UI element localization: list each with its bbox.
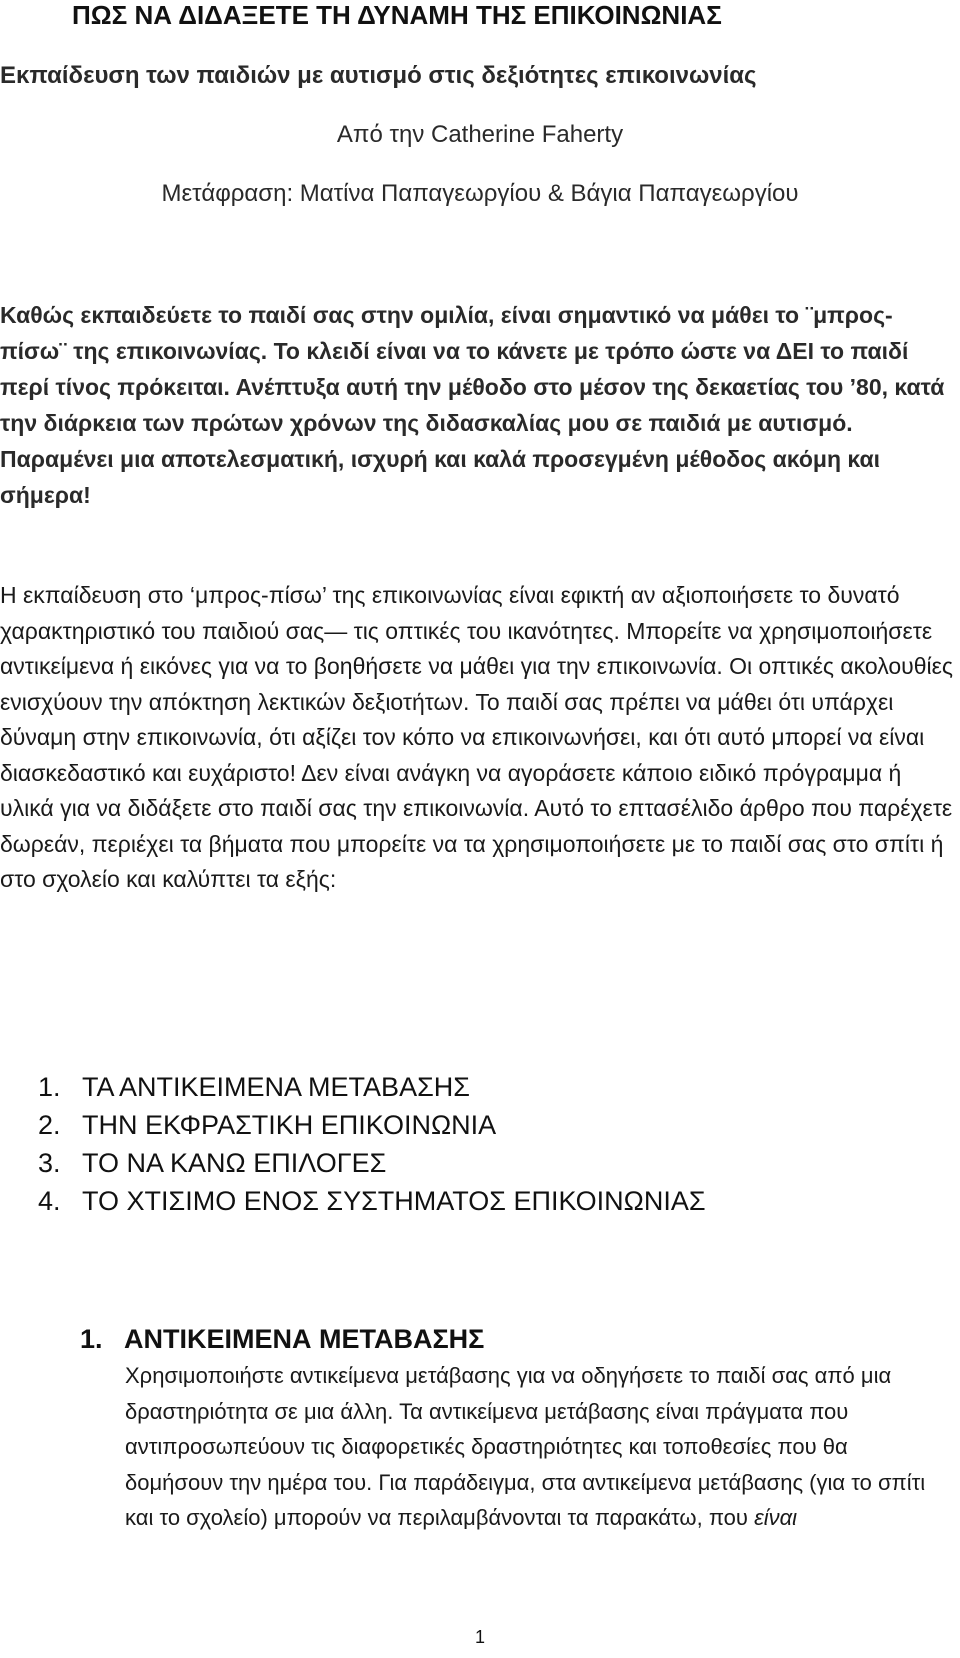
document-title: ΠΩΣ ΝΑ ΔΙΔΑΞΕΤΕ ΤΗ ΔΥΝΑΜΗ ΤΗΣ ΕΠΙΚΟΙΝΩΝΙΑΣ <box>72 0 722 30</box>
toc-item-label: ΤΟ ΝΑ ΚΑΝΩ ΕΠΙΛΟΓΕΣ <box>82 1148 387 1178</box>
section-body-text: Χρησιμοποιήστε αντικείμενα μετάβασης για να οδηγήσετε το παιδί σας από μια δραστηριότητα σε μια άλλη. Τα αντικείμενα μετάβασης είναι πράγματα που αντιπροσωπεύουν τις διαφορετικές δραστηριότητες και τοποθεσίες που θα δομήσουν την ημέρα του. Για παράδειγμα, στα αντικείμενα μετάβασης (για το σπίτι και το σχολείο) μπορούν να περιλαμβάνονται τα παρακάτω, που <box>125 1363 926 1530</box>
table-of-contents <box>38 1068 706 1220</box>
intro-paragraph: Καθώς εκπαιδεύετε το παιδί σας στην ομιλία, είναι σημαντικό να μάθει το ¨μπρος-πίσω¨ της επικοινωνίας. Το κλειδί είναι να το κάνετε με τρόπο ώστε να ΔΕΙ το παιδί περί τίνος πρόκειται. Ανέπτυξα αυτή την μέθοδο στο μέσον της δεκαετίας του ’80, κατά την διάρκεια των πρώτων χρόνων της διδασκαλίας μου σε παιδιά με αυτισμό. Παραμένει μια αποτελεσματική, ισχυρή και καλά προσεγμένη μέθοδος ακόμη και σήμερα! <box>0 302 945 508</box>
section-body-italic: είναι <box>754 1505 798 1530</box>
toc-item-number: 1. <box>38 1072 61 1102</box>
toc-item-label: ΤΗΝ ΕΚΦΡΑΣΤΙΚΗ ΕΠΙΚΟΙΝΩΝΙΑ <box>82 1110 497 1140</box>
toc-item <box>38 1144 706 1182</box>
toc-item-number: 2. <box>38 1110 61 1140</box>
page-number: 1 <box>474 1627 485 1647</box>
toc-item <box>38 1106 706 1144</box>
section-transition-objects <box>80 1320 950 1536</box>
toc-item-number: 3. <box>38 1148 61 1178</box>
document-subtitle: Εκπαίδευση των παιδιών με αυτισμό στις δεξιότητες επικοινωνίας <box>0 62 757 89</box>
toc-item <box>38 1068 706 1106</box>
toc-item-label: ΤΟ ΧΤΙΣΙΜΟ ΕΝΟΣ ΣΥΣΤΗΜΑΤΟΣ ΕΠΙΚΟΙΝΩΝΙΑΣ <box>82 1186 706 1216</box>
section-title: ΑΝΤΙΚΕΙΜΕΝΑ ΜΕΤΑΒΑΣΗΣ <box>124 1324 485 1354</box>
toc-item-label: ΤΑ ΑΝΤΙΚΕΙΜΕΝΑ ΜΕΤΑΒΑΣΗΣ <box>82 1072 470 1102</box>
body-paragraph: Η εκπαίδευση στο ‘μπρος-πίσω’ της επικοινωνίας είναι εφικτή αν αξιοποιήσετε το δυνατό χαρακτηριστικό του παιδιού σας— τις οπτικές του ικανότητες. Μπορείτε να χρησιμοποιήσετε αντικείμενα ή εικόνες για να το βοηθήσετε να μάθει για την επικοινωνία. Οι οπτικές ακολουθίες ενισχύουν την απόκτηση λεκτικών δεξιοτήτων. Το παιδί σας πρέπει να μάθει ότι υπάρχει δύναμη στην επικοινωνία, ότι αξίζει τον κόπο να επικοινωνήσει, και ότι αυτό μπορεί να είναι διασκεδαστικό και ευχάριστο! Δεν είναι ανάγκη να αγοράσετε κάποιο ειδικό πρόγραμμα ή υλικά για να διδάξετε στο παιδί σας την επικοινωνία. Αυτό το επτασέλιδο άρθρο που παρέχετε δωρεάν, περιέχει τα βήματα που μπορείτε να τα χρησιμοποιήσετε με το παιδί σας στο σπίτι ή στο σχολείο και καλύπτει τα εξής: <box>0 582 953 892</box>
author-line: Από την Catherine Faherty <box>336 121 624 148</box>
section-number: 1. <box>80 1324 103 1354</box>
translation-line: Μετάφραση: Ματίνα Παπαγεωργίου & Βάγια Παπαγεωργίου <box>161 180 799 207</box>
toc-item <box>38 1182 706 1220</box>
toc-item-number: 4. <box>38 1186 61 1216</box>
section-body <box>125 1358 945 1536</box>
section-heading <box>80 1320 950 1358</box>
